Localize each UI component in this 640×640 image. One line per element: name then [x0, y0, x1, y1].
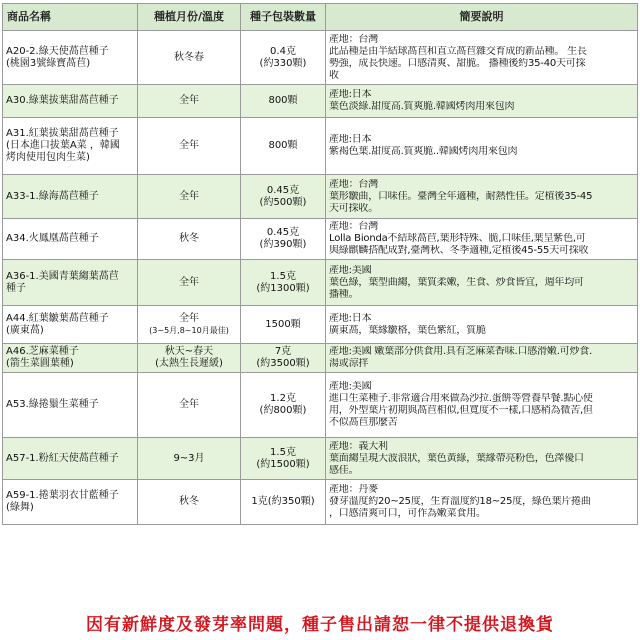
table-row — [3, 480, 638, 525]
package-qty-line: (約1500顆) — [256, 458, 310, 470]
description-line: 產地：丹麥 — [329, 484, 378, 495]
product-name-line: (廣東萵) — [6, 324, 44, 336]
package-qty-line: 1.2克 — [270, 393, 296, 404]
table-header-row — [3, 4, 638, 31]
description-cell — [326, 438, 638, 480]
planting-month-line: (3~5月,8~10月最佳) — [149, 325, 229, 335]
planting-month-line: 全年 — [179, 95, 199, 106]
planting-month-line: 全年 — [179, 312, 199, 324]
description-line: 湯或涼拌 — [329, 358, 369, 369]
description-line: Lolla Bionda不結球萵苣,葉形特殊、脆,口味佳,葉呈紫色,可 — [329, 233, 586, 244]
planting-month-cell — [138, 31, 241, 85]
table-row — [3, 118, 638, 175]
description-line: 產地:日本 — [329, 134, 372, 145]
description-line: 葉形皺曲，口味佳。臺灣全年適種，耐熱性佳。定植後35-45 — [329, 190, 593, 202]
header-description: 簡要說明 — [326, 4, 638, 31]
table-row — [3, 175, 638, 219]
product-name-cell — [3, 373, 138, 438]
planting-month-cell — [138, 344, 241, 373]
product-name-cell — [3, 175, 138, 219]
product-name-line: A33-1.綠海萵苣種子 — [6, 190, 99, 202]
package-qty-line: 1.5克 — [270, 270, 296, 282]
product-name-cell — [3, 344, 138, 373]
product-name-cell — [3, 118, 138, 175]
description-line: 不似萵苣那麼苦 — [329, 417, 398, 428]
table-row — [3, 219, 638, 260]
planting-month-cell — [138, 306, 241, 344]
product-name-line: A20-2.綠天使萵苣種子 — [6, 45, 109, 57]
description-line: 播種。 — [329, 288, 359, 300]
planting-month-line: 全年 — [179, 190, 199, 202]
description-line: 天可採收。 — [329, 202, 378, 214]
description-cell — [326, 175, 638, 219]
product-name-cell — [3, 306, 138, 344]
package-qty-cell — [241, 31, 326, 85]
description-line: 發芽溫度約20~25度，生育溫度約18~25度，綠色葉片捲曲 — [329, 496, 591, 507]
package-qty-cell — [241, 175, 326, 219]
package-qty-cell — [241, 373, 326, 438]
product-name-cell — [3, 219, 138, 260]
description-line: 與綠麒麟搭配成對,臺灣秋、冬季適種,定植後45-55天可採收 — [329, 245, 589, 256]
table-row — [3, 260, 638, 306]
description-line: 產地：台灣 — [329, 33, 378, 45]
package-qty-line: (約1300顆) — [256, 282, 310, 294]
package-qty-line: 800顆 — [268, 95, 298, 106]
table-row — [3, 438, 638, 480]
planting-month-line: 全年 — [179, 140, 199, 151]
table-row — [3, 306, 638, 344]
planting-month-cell — [138, 438, 241, 480]
product-name-line: (綠舞) — [6, 502, 34, 513]
package-qty-cell — [241, 118, 326, 175]
description-line: 紫褐色葉.甜度高.質爽脆..韓國烤肉用來包肉 — [329, 146, 518, 157]
table-row — [3, 373, 638, 438]
description-line: 葉色綠，葉型曲縐，葉質柔嫩，生食、炒食皆宜，週年均可 — [329, 276, 584, 288]
product-name-line: (箭生菜圓葉種) — [6, 358, 74, 369]
planting-month-line: (太熱生長遲緩) — [155, 358, 223, 369]
description-cell — [326, 219, 638, 260]
package-qty-cell — [241, 219, 326, 260]
description-line: 產地：台灣 — [329, 221, 378, 232]
description-line: 此品種是由半結球萵苣和直立萵苣雜交育成的新品種。 生長 — [329, 45, 587, 57]
product-name-cell — [3, 480, 138, 525]
description-line: 勢強，成長快速。口感清爽、甜脆。 播種後約35-40天可採 — [329, 57, 586, 69]
description-cell — [326, 373, 638, 438]
product-name-cell — [3, 31, 138, 85]
planting-month-cell — [138, 118, 241, 175]
planting-month-line: 秋冬 — [179, 233, 199, 244]
package-qty-line: (約3500顆) — [256, 358, 310, 369]
product-name-line: A53.綠捲鬚生菜種子 — [6, 399, 99, 410]
header-product-name: 商品名稱 — [3, 4, 138, 31]
package-qty-cell — [241, 344, 326, 373]
product-name-line: (日本進口拔葉A菜 ，韓國 — [6, 140, 120, 151]
package-qty-line: 0.45克 — [266, 227, 300, 238]
package-qty-line: 800顆 — [268, 140, 298, 151]
package-qty-line: (約500顆) — [259, 196, 307, 208]
product-name-line: A44.紅葉皺葉萵苣種子 — [6, 312, 109, 324]
product-name-cell — [3, 260, 138, 306]
description-line: 產地:日本 — [329, 89, 372, 100]
product-name-line: 烤肉使用包肉生菜) — [6, 152, 90, 163]
package-qty-cell — [241, 306, 326, 344]
planting-month-line: 秋冬 — [179, 496, 199, 507]
description-cell — [326, 85, 638, 118]
table-row — [3, 85, 638, 118]
package-qty-line: 1.5克 — [270, 446, 296, 458]
product-name-cell — [3, 85, 138, 118]
package-qty-cell — [241, 260, 326, 306]
description-line: 收 — [329, 69, 339, 81]
header-package-qty: 種子包裝數量 — [241, 4, 326, 31]
planting-month-cell — [138, 260, 241, 306]
description-line: 產地:美國 嫩葉部分供食用.具有芝麻菜香味.口感滑嫩.可炒食. — [329, 346, 593, 357]
planting-month-cell — [138, 219, 241, 260]
package-qty-line: 7克 — [274, 346, 292, 357]
product-name-line: A46.芝麻菜種子 — [6, 346, 79, 357]
planting-month-line: 全年 — [179, 399, 199, 410]
product-name-line: A59-1.捲葉羽衣甘藍種子 — [6, 490, 119, 501]
product-name-line: A34.火鳳凰萵苣種子 — [6, 233, 99, 244]
package-qty-line: 1克(約350顆) — [251, 496, 315, 507]
description-line: 感佳。 — [329, 464, 359, 476]
description-cell — [326, 260, 638, 306]
package-qty-line: 1500顆 — [265, 318, 301, 330]
product-name-line: A36-1.美國青葉縐葉萵苣 — [6, 270, 119, 282]
description-cell — [326, 306, 638, 344]
description-line: 產地：義大利 — [329, 440, 388, 452]
description-line: 用，外型葉片初期與萵苣相似,但寬度不一樣,口感稍為微苦,但 — [329, 405, 593, 416]
description-line: ，口感清爽可口，可作為嫩菜食用。 — [329, 508, 486, 519]
package-qty-cell — [241, 438, 326, 480]
description-cell — [326, 480, 638, 525]
description-line: 廣東萵，葉緣皺格，葉色紫紅，質脆 — [329, 324, 486, 336]
planting-month-line: 秋天~春天 — [164, 346, 214, 357]
package-qty-line: (約800顆) — [259, 405, 307, 416]
no-return-notice: 因有新鮮度及發芽率問題，種子售出請恕一律不提供退換貨 — [86, 615, 554, 635]
product-name-cell — [3, 438, 138, 480]
planting-month-cell — [138, 480, 241, 525]
planting-month-line: 9~3月 — [173, 452, 205, 464]
description-line: 產地：台灣 — [329, 178, 378, 190]
package-qty-line: (約330顆) — [259, 57, 307, 69]
product-name-line: A30.綠葉拔葉甜萵苣種子 — [6, 95, 119, 106]
description-line: 產地:美國 — [329, 381, 372, 392]
package-qty-cell — [241, 85, 326, 118]
planting-month-cell — [138, 373, 241, 438]
description-line: 產地:日本 — [329, 312, 372, 324]
description-cell — [326, 344, 638, 373]
product-name-line: A31.紅葉拔葉甜萵苣種子 — [6, 128, 119, 139]
package-qty-line: 0.45克 — [266, 184, 300, 196]
description-cell — [326, 31, 638, 85]
package-qty-cell — [241, 480, 326, 525]
table-row — [3, 31, 638, 85]
product-name-line: A57-1.粉紅天使萵苣種子 — [6, 452, 119, 464]
planting-month-line: 全年 — [179, 276, 199, 288]
planting-month-cell — [138, 175, 241, 219]
description-cell — [326, 118, 638, 175]
description-line: 葉色淡綠.甜度高.質爽脆.韓國烤肉用來包肉 — [329, 101, 515, 112]
description-line: 產地:美國 — [329, 264, 372, 276]
header-planting-month: 種植月份/溫度 — [138, 4, 241, 31]
table-row — [3, 344, 638, 373]
seed-table — [2, 3, 638, 525]
planting-month-cell — [138, 85, 241, 118]
planting-month-line: 秋冬春 — [174, 51, 204, 63]
package-qty-line: (約390顆) — [259, 239, 307, 250]
product-name-line: (桃園3號綠寶萵苣) — [6, 57, 91, 69]
package-qty-line: 0.4克 — [270, 45, 296, 57]
description-line: 進口生菜種子.非常適合用來做為沙拉.蛋餅等營養早餐.點心使 — [329, 393, 593, 404]
product-name-line: 種子 — [6, 282, 26, 294]
description-line: 葉面縐呈現大波浪狀，葉色黃綠，葉緣帶亮粉色，色澤優口 — [329, 452, 584, 464]
